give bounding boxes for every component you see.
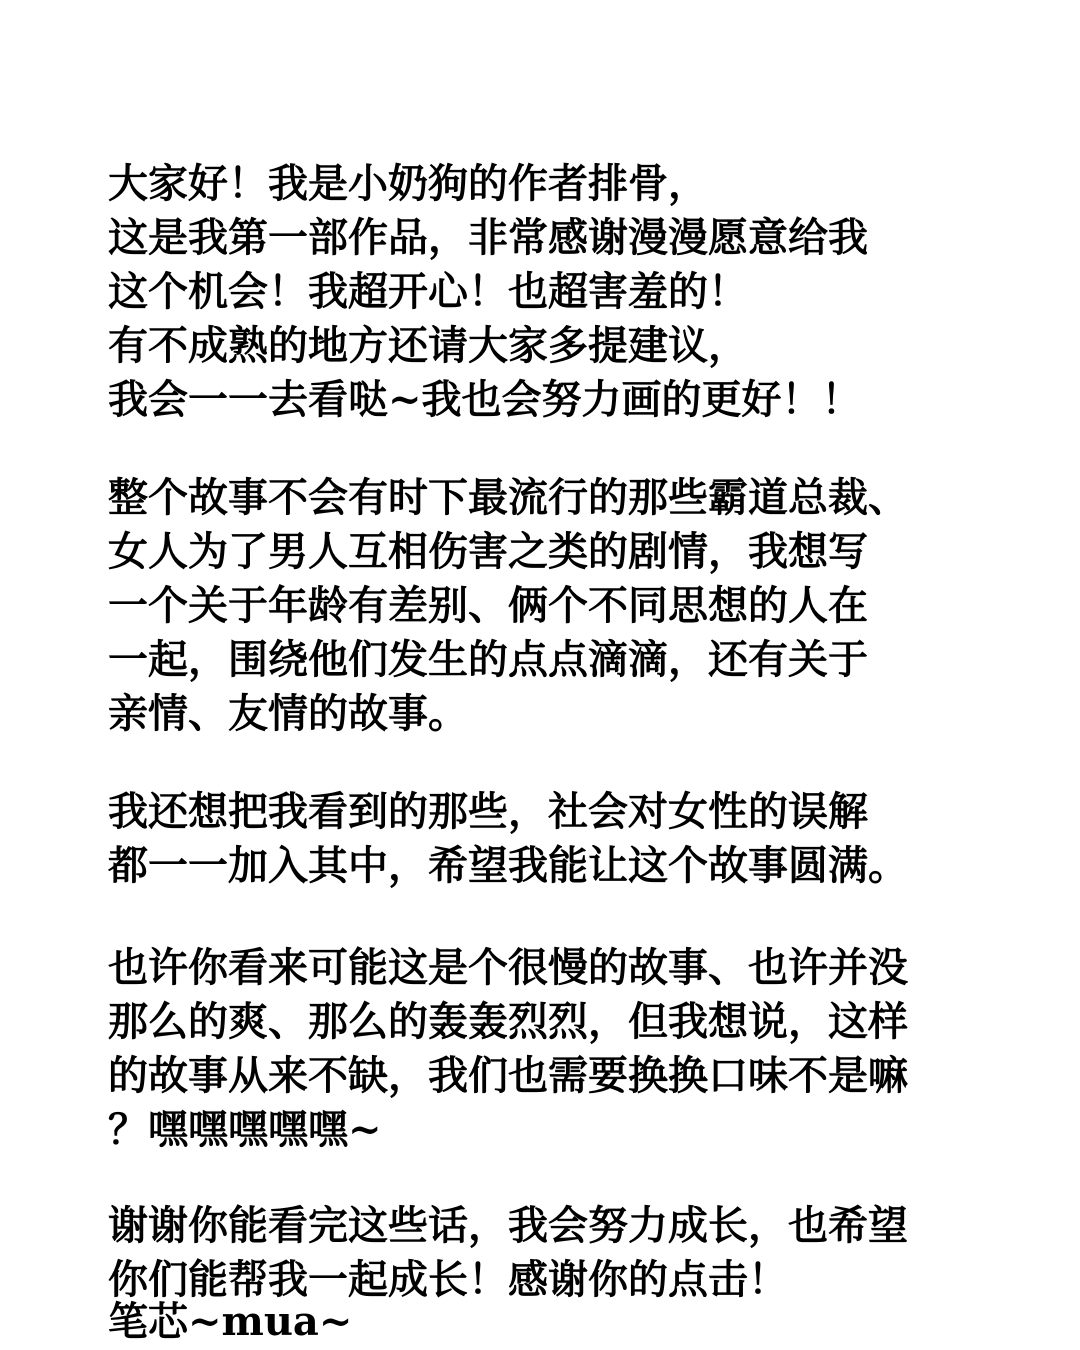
paragraph-5-line-1: 谢谢你能看完这些话，我会努力成长，也希望 xyxy=(108,1202,908,1249)
paragraph-3-line-2: 都一一加入其中，希望我能让这个故事圆满。 xyxy=(108,842,908,889)
paragraph-4-line-1: 也许你看来可能这是个很慢的故事、也许并没 xyxy=(108,944,908,991)
paragraph-1-line-5: 我会一一去看哒~我也会努力画的更好！！ xyxy=(108,376,862,423)
paragraph-5-line-3: 笔芯~mua~ xyxy=(108,1298,353,1345)
paragraph-1-line-3: 这个机会！我超开心！也超害羞的！ xyxy=(108,268,748,315)
paragraph-2-line-3: 一个关于年龄有差别、俩个不同思想的人在 xyxy=(108,582,868,629)
paragraph-5-line-2: 你们能帮我一起成长！感谢你的点击！ xyxy=(108,1256,788,1303)
paragraph-1-line-4: 有不成熟的地方还请大家多提建议， xyxy=(108,322,748,369)
paragraph-2-line-1: 整个故事不会有时下最流行的那些霸道总裁、 xyxy=(108,474,908,521)
paragraph-1-line-1: 大家好！我是小奶狗的作者排骨， xyxy=(108,160,708,207)
paragraph-4-line-4: ？嘿嘿嘿嘿嘿~ xyxy=(108,1106,382,1153)
paragraph-4-line-2: 那么的爽、那么的轰轰烈烈，但我想说，这样 xyxy=(108,998,908,1045)
paragraph-2-line-2: 女人为了男人互相伤害之类的剧情，我想写 xyxy=(108,528,868,575)
paragraph-4-line-3: 的故事从来不缺，我们也需要换换口味不是嘛 xyxy=(108,1052,908,1099)
paragraph-1-line-2: 这是我第一部作品，非常感谢漫漫愿意给我 xyxy=(108,214,868,261)
paragraph-2-line-5: 亲情、友情的故事。 xyxy=(108,690,468,737)
paragraph-3-line-1: 我还想把我看到的那些，社会对女性的误解 xyxy=(108,788,868,835)
paragraph-2-line-4: 一起，围绕他们发生的点点滴滴，还有关于 xyxy=(108,636,868,683)
